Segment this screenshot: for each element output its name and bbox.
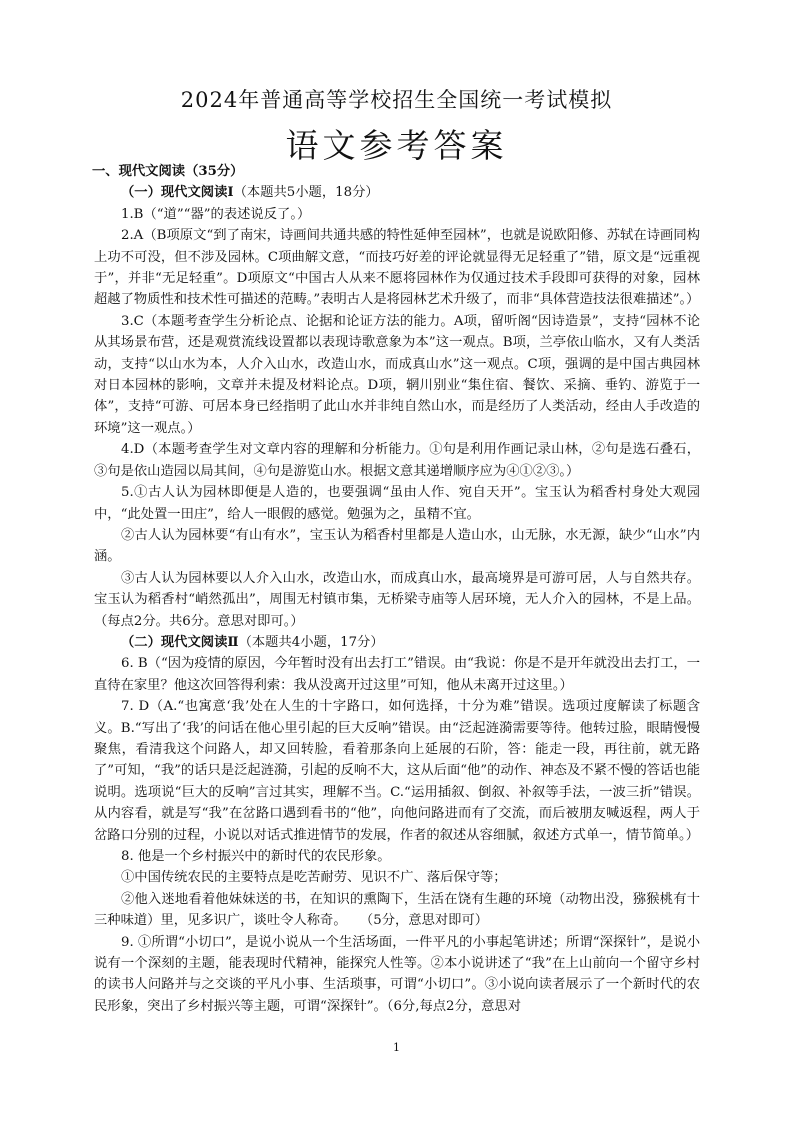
answer-q4: 4.D（本题考查学生对文章内容的理解和分析能力。①句是利用作画记录山林，②句是选石叠石，③句是依山造园以局其间，④句是游览山水。根据文意其递增顺序应为④①②③。） xyxy=(94,442,700,479)
answer-q2: 2.A（B项原文“到了南宋，诗画间共通共感的特性延伸至园林”，也就是说欧阳修、苏轼在诗画同构上功不可没，但不涉及园林。C项曲解文意，“而技巧好差的评论就显得无足轻重了”错，原文是“远重视于”，并非“无足轻重”。D项原文“中国古人从来不愿将园林作为仅通过技术手段即可获得的对象，园林超越了物质性和技术性可描述的范畴。”表明古人是将园林艺术升级了，而非“具体营造技法很难描述”。） xyxy=(94,228,700,308)
subsection-title: （二）现代文阅读Ⅱ xyxy=(121,634,239,650)
answer-q5-point1: 5.①古人认为园林即便是人造的，也要强调“虽由人作、宛自天开”。宝玉认为稻香村身处大观园中，“此处置一田庄”，给人一眼假的感觉。勉强为之，虽精不宜。 xyxy=(94,485,700,522)
subsection-title: （一）现代文阅读Ⅰ xyxy=(121,185,234,201)
document-title: 语文参考答案 xyxy=(285,126,508,165)
exam-title: 2024年普通高等学校招生全国统一考试模拟 xyxy=(180,88,613,112)
answer-q8-point2: ②他入迷地看着他妹妹送的书，在知识的熏陶下，生活在饶有生趣的环境（动物出没，猕猴桃有十三种味道）里，见多识广，谈吐令人称奇。 （5分，意思对即可） xyxy=(94,891,700,929)
answer-q8: 8. 他是一个乡村振兴中的新时代的农民形象。 xyxy=(121,849,391,864)
answer-q5-point2: ②古人认为园林要“有山有水”，宝玉认为稻香村里都是人造山水，山无脉，水无源，缺少“山水”内涵。 xyxy=(94,527,700,565)
answer-q6: 6. B（“因为疫情的原因，今年暂时没有出去打工”错误。由“我说：你是不是开年就没出去打工，一直待在家里？他这次回答得利索：我从没离开过这里”可知，他从未离开过这里。） xyxy=(94,656,700,693)
answer-body xyxy=(94,161,700,1017)
answer-q7: 7. D（A.“也寓意‘我’处在人生的十字路口，如何选择，十分为难”错误。选项过度解读了标题含义。B.“写出了‘我’的问话在他心里引起的巨大反响”错误。由“泛起涟漪需要等待。他转过脸，眼睛慢慢聚焦，看清我这个问路人，却又回转脸，看着那条向上延展的石阶，答：能走一段，再往前，就无路了”可知，“我”的话只是泛起涟漪，引起的反响不大，这从后面“他”的动作、神态及不紧不慢的答话也能说明。选项说“巨大的反响”言过其实，理解不当。C.“运用插叙、倒叙、补叙等手法，一波三折”错误。从内容看，就是写“我”在岔路口遇到看书的“他”，向他问路进而有了交流，而后被朋友喊返程，两人于岔路口分别的过程，小说以对话式推进情节的发展，作者的叙述从容细腻，叙述方式单一，情节简单。） xyxy=(94,699,700,843)
subsection-heading-1 xyxy=(94,182,700,203)
answer-q3: 3.C（本题考查学生分析论点、论据和论证方法的能力。A项，留听阁“因诗造景”，支持“园林不论从其场景布营，还是观赏流线设置都以表现诗歌意象为本”这一观点。B项，兰亭依山临水，又有人类活动，支持“以山水为本，人介入山水，改造山水，而成真山水”这一观点。C项，强调的是中国古典园林对日本园林的影响，文章并未提及材料论点。D项，辋川别业“集住宿、餐饮、采摘、垂钓、游览于一体”，支持“可游、可居本身已经指明了此山水并非纯自然山水，而是经历了人类活动，经由人手改造的环境”这一观点。） xyxy=(94,313,700,436)
subsection-meta: （本题共5小题，18分） xyxy=(233,185,379,201)
section-heading: 一、现代文阅读（35分） xyxy=(92,164,244,179)
subsection-meta: （本题共4小题，17分） xyxy=(238,634,384,650)
page-number: 1 xyxy=(393,1041,400,1054)
answer-q8-point1: ①中国传统农民的主要特点是吃苦耐劳、见识不广、落后保守等； xyxy=(121,870,507,886)
answer-q9: 9. ①所谓“小切口”，是说小说从一个生活场面，一件平凡的小事起笔讲述；所谓“深探针”，是说小说有一个深刻的主题，能表现时代精神，能探究人性等。②本小说讲述了“我”在上山前向一个留守乡村的读书人问路并与之交谈的平凡小事、生活琐事，可谓“小切口”。③小说向读者展示了一个新时代的农民形象，突出了乡村振兴等主题，可谓“深探针”。（6分,每点2分，意思对 xyxy=(94,934,700,1014)
subsection-heading-2 xyxy=(94,632,700,653)
answer-q5-point3: ③古人认为园林要以人介入山水，改造山水，而成真山水，最高境界是可游可居，人与自然共存。宝玉认为稻香村“峭然孤出”，周围无村镇市集，无桥梁寺庙等人居环境，无人介入的园林，不是上品。（每点2分。共6分。意思对即可。） xyxy=(94,570,700,629)
answer-q1: 1.B（“道”“器”的表述说反了。） xyxy=(121,206,311,222)
